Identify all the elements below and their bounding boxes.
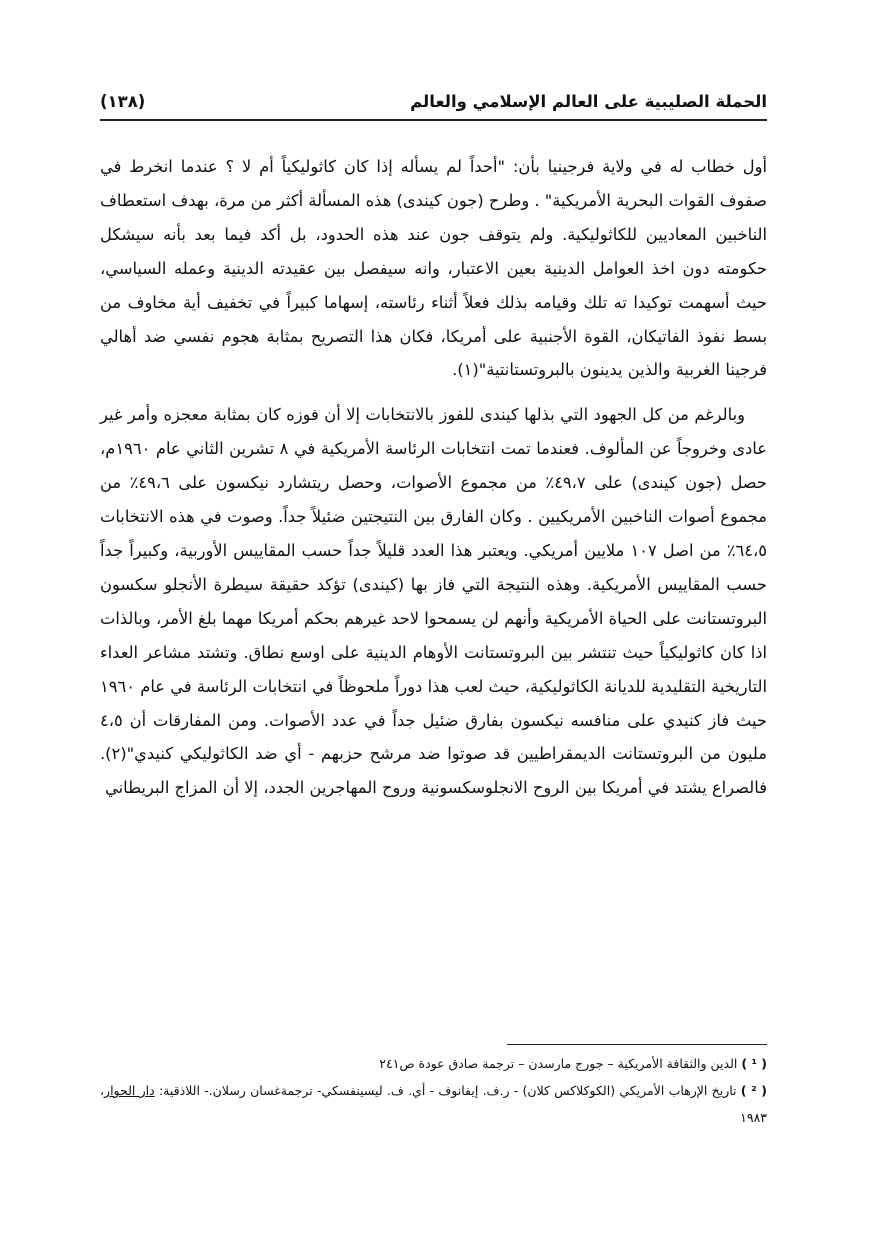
- body-text: [100, 150, 767, 805]
- footnote: [100, 1077, 767, 1131]
- footnote-marker: ( ¹ ): [741, 1056, 767, 1071]
- footnote-separator: [507, 1044, 767, 1045]
- page-number: (١٣٨): [100, 91, 146, 111]
- paragraph: وبالرغم من كل الجهود التي بذلها كيندى للفوز بالانتخابات إلا أن فوزه كان بمثابة معجزه وأمر غير عادى وخروجاً عن المألوف. فعندما تمت انتخابات الرئاسة الأمريكية في ٨ تشرين الثاني عام ١٩٦٠م، حصل (جون كيندى) على ٤٩،٧٪ من مجموع الأصوات، وحصل ريتشارد نيكسون على ٤٩،٦٪ من مجموع أصوات الناخبين الأمريكيين . وكان الفارق بين النتيجتين ضئيلاً جداً. وصوت في هذه الانتخابات ٦٤،٥٪ من اصل ١٠٧ ملايين أمريكي. ويعتبر هذا العدد قليلاً جداً حسب المقاييس الأوربية، وكبيراً جداً حسب المقاييس الأمريكية. وهذه النتيجة التي فاز بها (كيندى) تؤكد حقيقة سيطرة الأنجلو سكسون البروتستانت على الحياة الأمريكية وأنهم لن يسمحوا لاحد غيرهم بحكم أمريكا مهما بلغ الأمر، وبالذات اذا كان كاثوليكياً حيث تنتشر بين البروتستانت الأوهام الدينية على اوسع نطاق. وتشتد مشاعر العداء التاريخية التقليدية للديانة الكاثوليكية، حيث لعب هذا دوراً ملحوظاً في انتخابات الرئاسة في عام ١٩٦٠ حيث فاز كنيدي على منافسه نيكسون بفارق ضئيل جداً في عدد الأصوات. ومن المفارقات أن ٤،٥ مليون من البروتستانت الديمقراطيين قد صوتوا ضد مرشح حزبهم - أي ضد الكاثوليكي كنيدي"(٢). فالصراع يشتد في أمريكا بين الروح الانجلوسكسونية وروح المهاجرين الجدد، إلا أن المزاج البريطاني: [100, 405, 767, 798]
- footnote-publisher: دار الحوار: [104, 1083, 155, 1098]
- footnotes: [100, 1050, 767, 1131]
- running-title: الحملة الصليبية على العالم الإسلامي والعالم: [410, 91, 767, 111]
- paragraph: أول خطاب له في ولاية فرجينيا بأن: "أحداً لم يسأله إذا كان كاثوليكياً أم لا ؟ عندما انخرط في صفوف القوات البحرية الأمريكية" . وطرح (جون كيندى) هذه المسألة أكثر من مرة، بهدف استعطاف الناخبين المعاديين للكاثوليكية. ولم يتوقف جون عند هذه الحدود، بل أكد فيما بعد بأنه سيشكل حكومته دون اخذ العوامل الدينية بعين الاعتبار، وانه سيفصل بين عقيدته الدينية وعمله السياسي، حيث أسهمت توكيدا ته تلك وقيامه بذلك فعلاً أثناء رئاسته، إسهاما كبيراً في تخفيف أية مخاوف من بسط نفوذ الفاتيكان، القوة الأجنبية على أمريكا، فكان هذا التصريح بمثابة هجوم نفسي ضد أهالي فرجينا الغربية والذين يدينون بالبروتستانتية"(١).: [100, 157, 767, 380]
- footnote-text: الدين والثقافة الأمريكية – جورج مارسدن – ترجمة صادق عودة ص٢٤١: [379, 1056, 738, 1071]
- footnote-year: ، ١٩٨٣: [100, 1083, 767, 1125]
- page-header: [100, 88, 767, 114]
- footnote: [100, 1050, 767, 1077]
- footnote-text: تاريخ الإرهاب الأمريكي (الكوكلاكس كلان) - ر.ف. إيفانوف - أي. ف. ليسينفسكي- ترجمةغسان رسلان.- اللاذقية:: [158, 1083, 737, 1098]
- header-rule: [100, 119, 767, 121]
- footnote-marker: ( ² ): [740, 1083, 767, 1098]
